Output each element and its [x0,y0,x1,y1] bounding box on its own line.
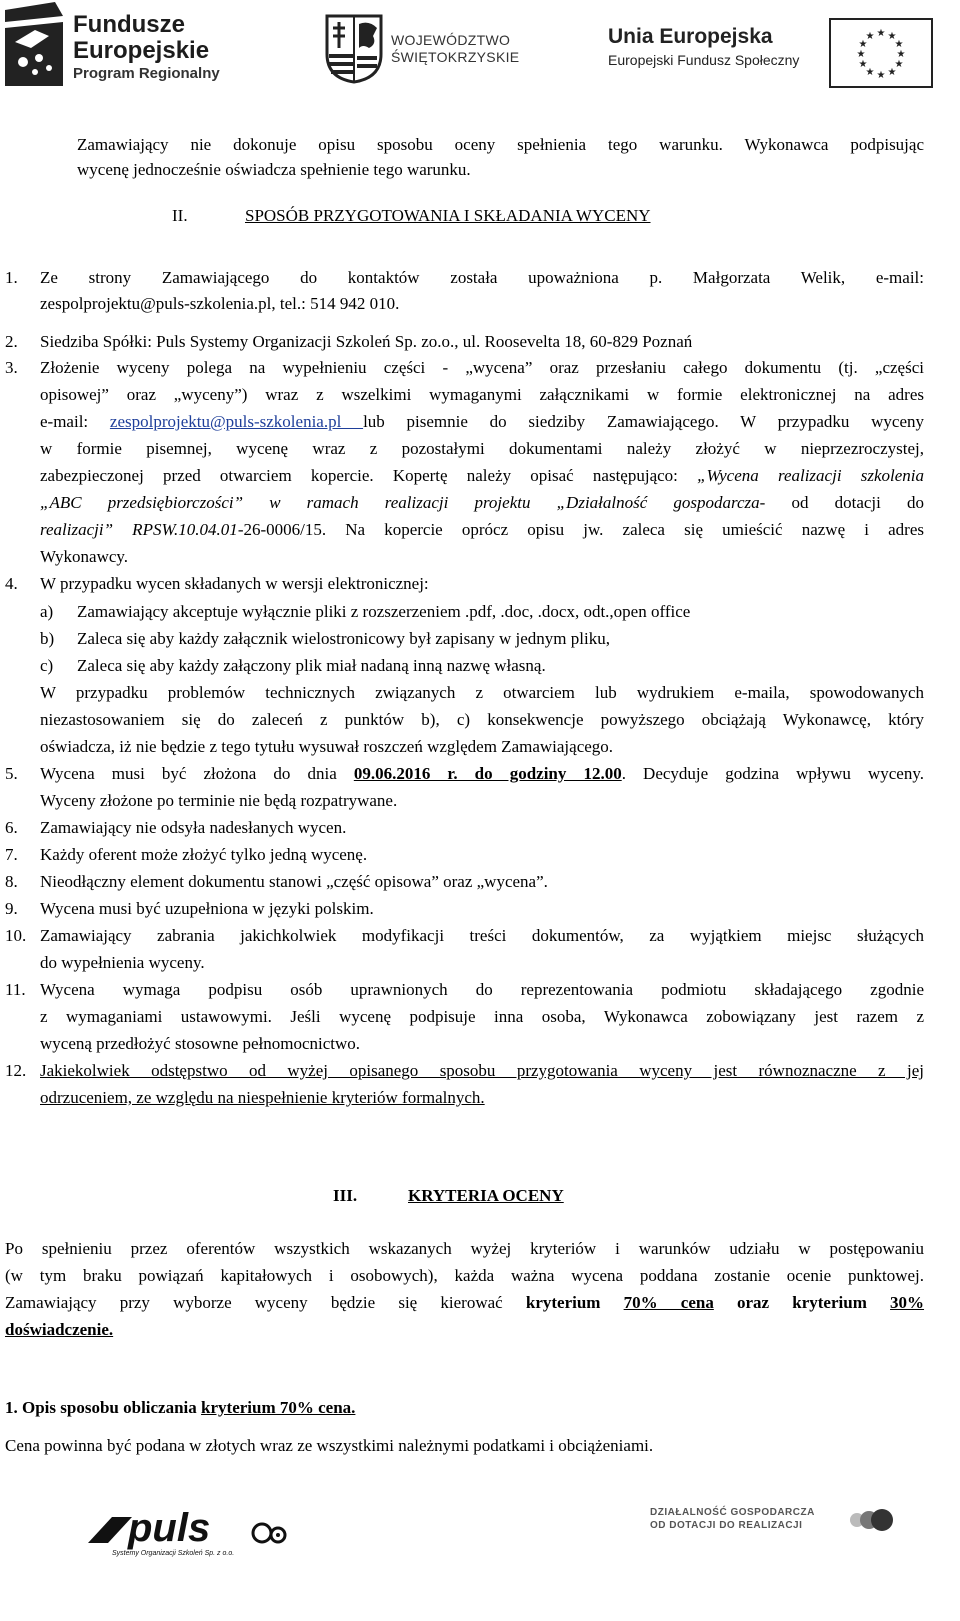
item2-line1: Siedziba Spółki: Puls Systemy Organizacji Szkoleń Sp. zo.o., ul. Roosevelta 18, 60-829 Poznań [40,332,693,351]
fe-subtitle: Program Regionalny [73,65,220,82]
subitem-c-label: c) [40,656,54,675]
item6-text: Zamawiający nie odsyła nadesłanych wycen. [40,818,347,837]
section3-para-line2: (w tym braku powiązań kapitałowych i osobowych), każda ważna wycena poddana zostanie ocenie punktowej. [5,1266,924,1285]
puls-tagline: Systemy Organizacji Szkoleń Sp. z o.o. [112,1550,235,1557]
price-note: Cena powinna być podana w złotych wraz ze wszystkimi należnymi podatkami i obciążeniami. [5,1436,654,1455]
item10-line2: do wypełnienia wyceny. [40,953,205,972]
unia-europejska-logo [608,18,933,88]
dg-line2: OD DOTACJI DO REALIZACJI [650,1520,803,1531]
section3-para-line4: doświadczenie. [5,1320,114,1339]
svg-text:★: ★ [865,67,875,78]
item4-para-line1: W przypadku problemów technicznych związanych z otwarciem lub wydrukiem e-maila, spowodowanych [40,683,924,702]
item12-line2: odrzuceniem, ze względu na niespełnienie kryteriów formalnych. [40,1088,485,1107]
item12-number: 12. [5,1061,27,1080]
intro-line1: Zamawiający nie dokonuje opisu sposobu oceny spełnienia tego warunku. Wykonawca podpisując [77,135,924,154]
section3-title: KRYTERIA OCENY [408,1186,564,1205]
sw-line1: WOJEWÓDZTWO [391,32,511,48]
fe-mark-icon [5,2,63,86]
subitem-b-text: Zaleca się aby każdy załącznik wielostronicowy był zapisany w jednym pliku, [77,629,610,648]
puls-wordmark: puls [128,1506,211,1550]
item9-text: Wycena musi być uzupełniona w języki polskim. [40,899,374,918]
svg-text:★: ★ [856,49,866,60]
item3-line2: opisowej” oraz „wyceny”) wraz z wszelkimi wymaganymi załącznikami w formie elektronicznej na adres [40,385,924,404]
puls-logo [82,1503,312,1563]
dzialalnosc-gospodarcza-logo [650,1502,900,1546]
item10-number: 10. [5,926,27,945]
fundusze-europejskie-logo [5,2,245,90]
svg-text:★: ★ [887,31,897,42]
item6-number: 6. [5,818,18,837]
svg-text:★: ★ [894,59,904,70]
item3-line8: Wykonawcy. [40,547,129,566]
item3-line1: Złożenie wyceny polega na wypełnieniu części - „wycena” oraz przesłaniu całego dokumentu (tj. „części [40,358,924,377]
item4-line1: W przypadku wycen składanych w wersji elektronicznej: [40,574,429,593]
crest-icon [325,14,383,84]
subitem-c-text: Zaleca się aby każdy załączony plik miał nadaną inną nazwę własną. [77,656,546,675]
item3-line7: realizacji” RPSW.10.04.01-26-0006/15. Na kopercie oprócz opisu jw. zaleca się umieścić nazwę i adres [40,520,924,539]
item2-number: 2. [5,332,18,351]
eu-flag-icon [829,18,933,88]
sw-line2: ŚWIĘTOKRZYSKIE [391,49,520,65]
item3-number: 3. [5,358,18,377]
svg-text:★: ★ [896,49,906,60]
intro-line2: wycenę jednocześnie oświadcza spełnienie tego warunku. [77,160,471,179]
wojewodztwo-logo [325,14,545,86]
item3-line4: w formie pisemnej, wycenę wraz z pozostałymi dokumentami należy złożyć w nieprzezroczystej, [40,439,924,458]
item10-line1: Zamawiający zabrania jakichkolwiek modyfikacji treści dokumentów, za wyjątkiem miejsc służących [40,926,924,945]
fe-title-line1: Fundusze [73,11,185,38]
fe-title-line2: Europejskie [73,37,210,64]
item3-line5: zabezpieczonej przed otwarciem kopercie. Kopertę należy opisać następująco: „Wycena realizacji szkolenia [40,466,924,485]
svg-text:★: ★ [876,28,886,39]
item12-line1: Jakiekolwiek odstępstwo od wyżej opisanego sposobu przygotowania wyceny jest równoznaczne z jej [40,1061,924,1080]
ue-title: Unia Europejska [608,25,773,48]
ue-subtitle: Europejski Fundusz Społeczny [608,52,800,68]
subsection-title: 1. Opis sposobu obliczania kryterium 70% cena. [5,1398,356,1417]
item5-line1: Wycena musi być złożona do dnia 09.06.2016 r. do godziny 12.00. Decyduje godzina wpływu wyceny. [40,764,924,783]
subitem-a-text: Zamawiający akceptuje wyłącznie pliki z rozszerzeniem .pdf, .doc, .docx, odt.,open office [77,602,691,621]
section3-para-line3: Zamawiający przy wyborze wyceny będzie się kierować kryterium 70% cena oraz kryterium 30% [5,1293,925,1312]
item4-para-line2: niezastosowaniem się do zaleceń z punktów b), c) konsekwencje powyższego obciążają Wykonawcę, który [40,710,924,729]
item1-line2: zespolprojektu@puls-szkolenia.pl, tel.: 514 942 010. [40,294,400,313]
item7-text: Każdy oferent może złożyć tylko jedną wycenę. [40,845,368,864]
item11-line1: Wycena wymaga podpisu osób uprawnionych do reprezentowania podmiotu składającego zgodnie [40,980,924,999]
section2-number: II. [172,206,188,225]
item11-number: 11. [5,980,26,999]
item1-number: 1. [5,268,18,287]
svg-text:★: ★ [887,67,897,78]
item1-line1: Ze strony Zamawiającego do kontaktów została upoważniona p. Małgorzata Welik, e-mail: [40,268,924,287]
subitem-a-label: a) [40,602,54,621]
item9-number: 9. [5,899,18,918]
item4-number: 4. [5,574,18,593]
deadline: 09.06.2016 r. do godziny 12.00 [353,764,622,783]
item7-number: 7. [5,845,18,864]
dg-line1: DZIAŁALNOŚĆ GOSPODARCZA [650,1507,815,1518]
dg-circles-icon [848,1502,894,1538]
svg-text:★: ★ [858,59,868,70]
item11-line2: z wymaganiami ustawowymi. Jeśli wycenę podpisuje inna osoba, Wykonawca zobowiązany jest razem z [40,1007,924,1026]
section3-para-line1: Po spełnieniu przez oferentów wszystkich wskazanych wyżej kryteriów i warunków udziału w postępowaniu [5,1239,924,1258]
item5-number: 5. [5,764,18,783]
item8-number: 8. [5,872,18,891]
section3-number: III. [333,1186,358,1205]
item5-line2: Wyceny złożone po terminie nie będą rozpatrywane. [40,791,398,810]
email-link[interactable]: zespolprojektu@puls-szkolenia.pl [109,412,364,431]
item11-line3: wyceną przedłożyć stosowne pełnomocnictwo. [40,1034,361,1053]
item3-line3: e-mail: zespolprojektu@puls-szkolenia.pl lub pisemnie do siedziby Zamawiającego. W przypadku wyceny [40,412,924,431]
svg-text:★: ★ [865,31,875,42]
item3-line6: „ABC przedsiębiorczości” w ramach realizacji projektu „Działalność gospodarcza- od dotacji do [40,493,924,512]
section2-title: SPOSÓB PRZYGOTOWANIA I SKŁADANIA WYCENY [245,206,651,225]
puls-logo-mark-icon [82,1503,312,1563]
subitem-b-label: b) [40,629,55,648]
svg-text:★: ★ [876,70,886,81]
item4-para-line3: oświadcza, iż nie będzie z tego tytułu wysuwał roszczeń względem Zamawiającego. [40,737,614,756]
svg-text:★: ★ [894,39,904,50]
svg-text:★: ★ [858,39,868,50]
item8-text: Nieodłączny element dokumentu stanowi „część opisowa” oraz „wycena”. [40,872,548,891]
page-header [0,0,960,100]
